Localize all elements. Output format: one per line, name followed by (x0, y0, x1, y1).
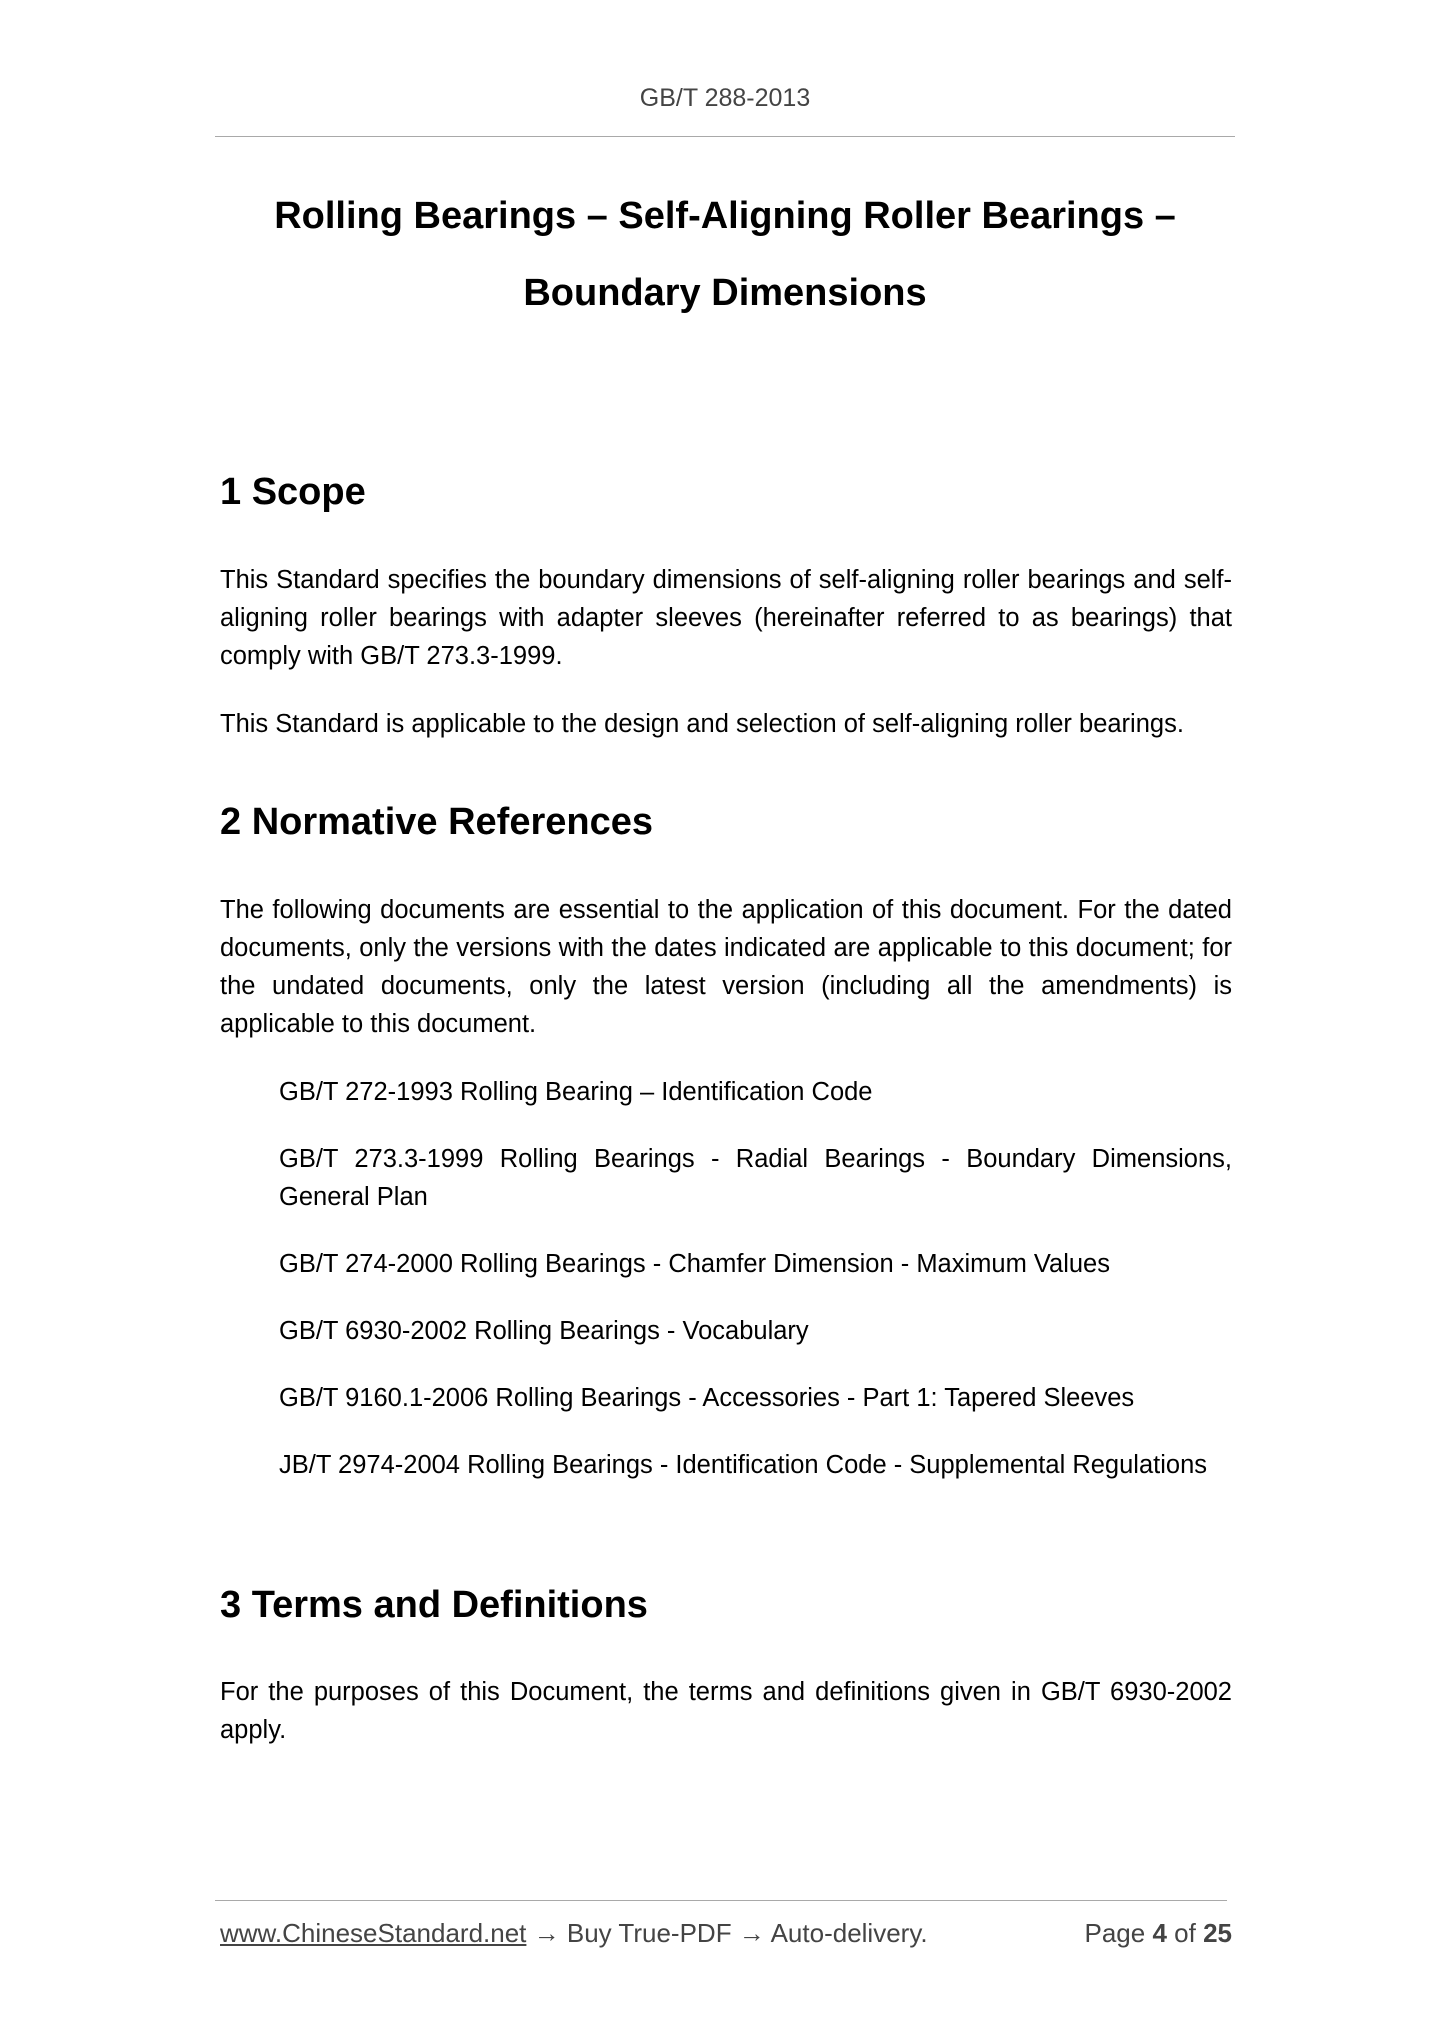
footer-promo-text: → Buy True-PDF → Auto-delivery. (533, 1918, 928, 1948)
scope-paragraph-1: This Standard specifies the boundary dimensions of self-aligning roller bearings and self-aligning roller bearings with adapter sleeves (hereinafter referred to as bearings) that comply with GB/T 273.3-1999. (220, 566, 1232, 670)
document-title-line-2: Boundary Dimensions (523, 272, 927, 314)
document-title-line-1: Rolling Bearings – Self-Aligning Roller Bearings – (274, 195, 1176, 237)
current-page-number: 4 (1152, 1918, 1167, 1948)
of-label: of (1174, 1918, 1196, 1948)
scope-paragraph-2: This Standard is applicable to the design and selection of self-aligning roller bearings. (220, 710, 1184, 738)
section-heading-terms-and-definitions: 3 Terms and Definitions (220, 1584, 648, 1626)
footer-site-link[interactable]: www.ChineseStandard.net (220, 1918, 527, 1948)
page-indicator (1052, 1918, 1232, 1949)
reference-item: GB/T 272-1993 Rolling Bearing – Identification Code (279, 1078, 873, 1106)
page-header-doc-code: GB/T 288-2013 (639, 84, 811, 112)
terms-paragraph-1: For the purposes of this Document, the terms and definitions given in GB/T 6930-2002 apply. (220, 1678, 1232, 1744)
reference-item: GB/T 6930-2002 Rolling Bearings - Vocabulary (279, 1317, 809, 1345)
reference-item: GB/T 9160.1-2006 Rolling Bearings - Accessories - Part 1: Tapered Sleeves (279, 1384, 1135, 1412)
normative-references-intro: The following documents are essential to the application of this document. For the dated documents, only the versions with the dates indicated are applicable to this document; for the undated documents, only the latest version (including all the amendments) is applicable to this document. (220, 896, 1232, 1038)
reference-item: JB/T 2974-2004 Rolling Bearings - Identification Code - Supplemental Regulations (279, 1451, 1207, 1479)
section-heading-normative-references: 2 Normative References (220, 801, 653, 843)
reference-item: GB/T 274-2000 Rolling Bearings - Chamfer Dimension - Maximum Values (279, 1250, 1110, 1278)
reference-item: GB/T 273.3-1999 Rolling Bearings - Radial Bearings - Boundary Dimensions, General Plan (279, 1145, 1232, 1211)
header-divider (215, 136, 1235, 137)
footer-promo (220, 1918, 928, 1949)
section-heading-scope: 1 Scope (220, 471, 366, 513)
total-pages-number: 25 (1203, 1918, 1232, 1948)
footer-divider (215, 1900, 1227, 1901)
page-label: Page (1084, 1918, 1146, 1948)
reference-list (279, 1073, 1232, 1513)
